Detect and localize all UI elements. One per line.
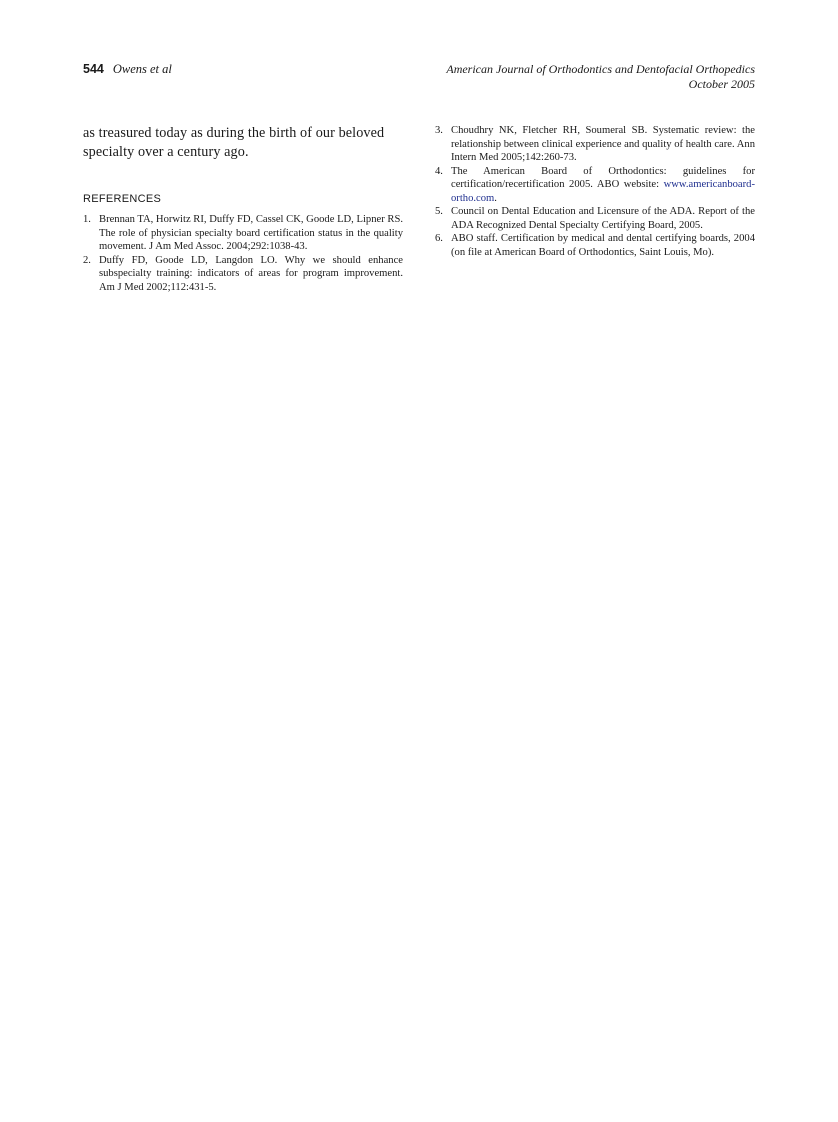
closing-paragraph: as treasured today as during the birth of our beloved specialty over a century ago. <box>83 125 385 160</box>
reference-item <box>435 205 755 232</box>
reference-text: Council on Dental Education and Licensure of the ADA. Report of the ADA Recognized Dental Specialty Certifying Board, 2005. <box>451 206 755 231</box>
reference-number: 2. <box>83 254 91 266</box>
reference-number: 5. <box>435 206 443 217</box>
right-column <box>435 124 755 259</box>
reference-item <box>435 232 755 259</box>
journal-title: American Journal of Orthodontics and Dentofacial Orthopedics <box>446 62 755 76</box>
reference-text: Duffy FD, Goode LD, Langdon LO. Why we should enhance subspecialty training: indicators of areas for program improvement. Am J Med 2002;112:431-5. <box>99 254 403 293</box>
reference-text: Brennan TA, Horwitz RI, Duffy FD, Cassel CK, Goode LD, Lipner RS. The role of physician specialty board certification status in the quality movement. J Am Med Assoc. 2004;292:1038-43. <box>99 214 403 252</box>
reference-text: The American Board of Orthodontics: guidelines for certification/recertification 2005. ABO website: <box>451 165 755 190</box>
reference-text-end: . <box>494 192 497 204</box>
reference-number: 3. <box>435 125 443 136</box>
references-heading: REFERENCES <box>83 193 162 205</box>
reference-number: 6. <box>435 233 443 244</box>
references-list-right <box>435 124 755 259</box>
reference-item <box>83 254 403 295</box>
issue-date: October 2005 <box>688 76 755 91</box>
page-number: 544 <box>83 62 104 76</box>
reference-text: ABO staff. Certification by medical and dental certifying boards, 2004 (on file at American Board of Orthodontics, Saint Louis, Mo). <box>451 233 755 258</box>
references-list-left <box>83 213 403 294</box>
reference-item <box>435 124 755 165</box>
left-column <box>83 124 403 294</box>
reference-item <box>435 165 755 206</box>
running-authors: Owens et al <box>112 62 172 76</box>
abo-website-link[interactable]: www.americanboard-ortho.com <box>451 179 755 204</box>
reference-text: Choudhry NK, Fletcher RH, Soumeral SB. Systematic review: the relationship between clinical experience and quality of health care. Ann Intern Med 2005;142:260-73. <box>451 125 755 163</box>
reference-number: 4. <box>435 165 443 177</box>
reference-number: 1. <box>83 214 91 225</box>
running-header-left <box>83 62 172 77</box>
running-header-right <box>446 62 755 91</box>
reference-item <box>83 213 403 254</box>
